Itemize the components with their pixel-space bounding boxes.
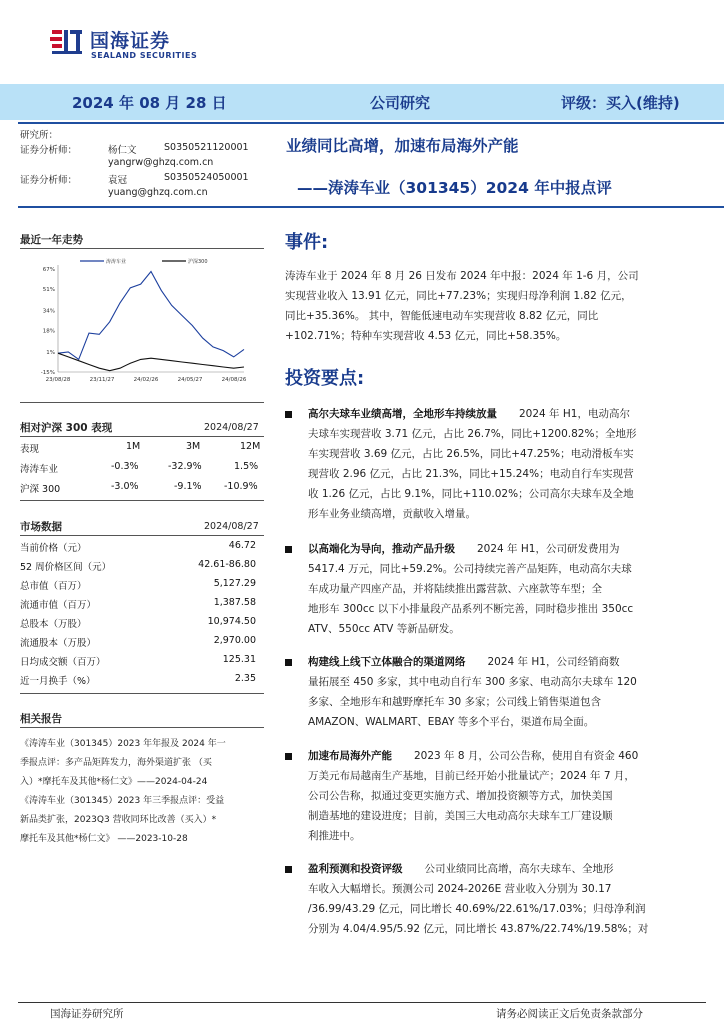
point-line xyxy=(308,746,638,766)
divider xyxy=(18,122,724,124)
related-report-line[interactable]: 《涛涛车业（301345）2023 年三季报点评：受益 xyxy=(20,796,225,806)
market-heading: 市场数据 xyxy=(20,521,62,533)
col-header: 12M xyxy=(240,441,261,452)
x-tick-label: 23/11/27 xyxy=(89,377,115,383)
y-tick-label: -15% xyxy=(40,370,55,376)
table-row xyxy=(20,540,260,558)
row-label: 52 周价格区间（元） xyxy=(20,562,112,573)
legend-hs300: 沪深300 xyxy=(188,259,208,265)
point-text: 2024 年 H1，公司经销商数 xyxy=(487,656,620,668)
related-report-line[interactable]: 摩托车及其他*杨仁文》 ——2023-10-28 xyxy=(20,834,188,844)
cell: -32.9% xyxy=(168,461,202,472)
cell: 1,387.58 xyxy=(213,597,256,608)
bullet-icon xyxy=(285,866,292,873)
table-row xyxy=(20,635,260,653)
analyst-role: 证券分析师： xyxy=(20,145,78,156)
header-band xyxy=(0,84,724,120)
cell: 10,974.50 xyxy=(207,616,256,627)
point-line: AMAZON、WALMART、EBAY 等多个平台，渠道布局全面。 xyxy=(308,716,595,728)
divider xyxy=(20,500,264,501)
footer-left: 国海证券研究所 xyxy=(50,1008,124,1020)
analyst-cert: S0350524050001 xyxy=(164,172,249,183)
analyst-email[interactable]: yuang@ghzq.com.cn xyxy=(108,187,208,198)
divider xyxy=(20,248,264,249)
row-label: 日均成交额（百万） xyxy=(20,657,106,668)
point-line: 车收入大幅增长。预测公司 2024-2026E 营业收入分别为 30.17 xyxy=(308,883,612,895)
divider xyxy=(18,206,724,208)
row-label: 总市值（百万） xyxy=(20,581,87,592)
report-title: 业绩同比高增，加速布局海外产能 xyxy=(286,137,519,155)
brand-name-en: SEALAND SECURITIES xyxy=(91,51,198,60)
analyst-cert: S0350521120001 xyxy=(164,142,249,153)
cell: 2,970.00 xyxy=(213,635,256,646)
related-report-line[interactable]: 入）*摩托车及其他*杨仁文》——2024-04-24 xyxy=(20,777,208,787)
table-row xyxy=(20,616,260,634)
event-line: 涛涛车业于 2024 年 8 月 26 日发布 2024 年中报：2024 年 1-6 月，公司 xyxy=(285,270,639,282)
points-heading: 投资要点: xyxy=(285,368,365,389)
analyst-email[interactable]: yangrw@ghzq.com.cn xyxy=(108,157,214,168)
point-line: 形车业务业绩高增，贡献收入增量。 xyxy=(308,508,476,520)
table-row xyxy=(20,461,260,479)
y-tick-label: 51% xyxy=(42,287,55,294)
y-tick-label: 67% xyxy=(42,267,55,273)
cell: -9.1% xyxy=(174,481,202,492)
brand-name-cn: 国海证券 xyxy=(90,30,171,52)
point-line: 制造基地的建设进度；目前，美国三大电动高尔夫球车工厂建设顺 xyxy=(308,810,613,822)
point-line xyxy=(308,404,630,424)
point-line: 多家、全地形车和越野摩托车 30 多家；公司线上销售渠道包含 xyxy=(308,696,602,708)
research-label: 研究所： xyxy=(20,130,59,141)
table-header-row xyxy=(20,441,260,459)
point-text: 2023 年 8 月，公司公告称，使用自有资金 460 xyxy=(414,750,639,762)
row-label: 近一月换手（%） xyxy=(20,676,96,687)
point-text: 2024 年 H1，电动高尔 xyxy=(519,408,630,420)
point-title: 以高端化为导向，推动产品升级 xyxy=(308,543,455,555)
bullet-icon xyxy=(285,659,292,666)
related-heading: 相关报告 xyxy=(20,713,62,725)
row-label: 沪深 300 xyxy=(20,484,61,495)
table-row xyxy=(20,578,260,596)
cell: 125.31 xyxy=(222,654,256,665)
point-line: 量拓展至 450 多家，其中电动自行车 300 多家、电动高尔夫球车 120 xyxy=(308,676,637,688)
row-label: 流通市值（百万） xyxy=(20,600,97,611)
cell: 42.61-86.80 xyxy=(198,559,256,570)
related-report-line[interactable]: 《涛涛车业（301345）2023 年年报及 2024 年一 xyxy=(20,739,226,749)
table-row xyxy=(20,559,260,577)
report-category: 公司研究 xyxy=(370,94,431,112)
cell: 1.5% xyxy=(234,461,259,472)
point-line: 现营收 2.96 亿元，占比 21.3%，同比+15.24%；电动自行车实现营 xyxy=(308,468,634,480)
divider xyxy=(20,402,264,403)
event-line: 实现营业收入 13.91 亿元，同比+77.23%；实现归母净利润 1.82 亿元， xyxy=(285,290,632,302)
analyst-name: 杨仁文 xyxy=(108,145,137,156)
cell: 46.72 xyxy=(228,540,256,551)
rating: 评级：买入(维持) xyxy=(561,94,680,112)
x-tick-label: 24/02/26 xyxy=(133,377,159,383)
footer-divider xyxy=(18,1002,706,1003)
bullet-icon xyxy=(285,411,292,418)
related-report-line[interactable]: 季报点评：多产品矩阵发力，海外渠道扩张 （买 xyxy=(20,758,212,768)
point-line: 万美元布局越南生产基地，目前已经开始小批量试产；2024 年 7 月， xyxy=(308,770,635,782)
cell: 5,127.29 xyxy=(213,578,256,589)
point-line xyxy=(308,859,614,879)
point-line: /36.99/43.29 亿元，同比增长 40.69%/22.61%/17.03%；归母净利润 xyxy=(308,903,646,915)
divider xyxy=(20,436,264,437)
sealand-logo-icon xyxy=(50,27,84,57)
legend-taotao: 涛涛车业 xyxy=(106,259,127,265)
col-header: 3M xyxy=(186,441,201,452)
point-title: 加速布局海外产能 xyxy=(308,750,392,762)
event-line: +102.71%；特种车实现营收 4.53 亿元，同比+58.35%。 xyxy=(285,330,567,342)
point-title: 高尔夫球车业绩高增，全地形车持续放量 xyxy=(308,408,497,420)
cell: -10.9% xyxy=(224,481,258,492)
report-date: 2024 年 08 月 28 日 xyxy=(72,94,227,112)
point-title: 构建线上线下立体融合的渠道网络 xyxy=(308,656,466,668)
trend-chart xyxy=(28,255,254,385)
divider xyxy=(20,727,264,728)
bullet-icon xyxy=(285,546,292,553)
series-line-hs300 xyxy=(58,353,244,371)
x-tick-label: 24/08/26 xyxy=(221,377,247,383)
relative-heading: 相对沪深 300 表现 xyxy=(20,422,113,434)
point-line: 5417.4 万元，同比+59.2%。公司持续完善产品矩阵，电动高尔夫球 xyxy=(308,563,632,575)
relative-date: 2024/08/27 xyxy=(204,422,259,433)
point-line: 车实现营收 3.69 亿元，占比 26.5%，同比+47.25%；电动滑板车实 xyxy=(308,448,634,460)
point-text: 公司业绩同比高增，高尔夫球车、全地形 xyxy=(424,863,614,875)
related-report-line[interactable]: 新品类扩张，2023Q3 营收同环比改善（买入）* xyxy=(20,815,217,825)
y-tick-label: 1% xyxy=(46,349,55,356)
analyst-role: 证券分析师： xyxy=(20,175,78,186)
point-line: 利推进中。 xyxy=(308,830,361,842)
event-line: 同比+35.36%。 其中，智能低速电动车实现营收 8.82 亿元，同比 xyxy=(285,310,599,322)
point-line: 公司公告称，拟通过变更实施方式、增加投资额等方式，加快美国 xyxy=(308,790,613,802)
market-date: 2024/08/27 xyxy=(204,521,259,532)
col-header: 1M xyxy=(126,441,141,452)
x-tick-label: 24/05/27 xyxy=(177,377,203,383)
cell: -0.3% xyxy=(111,461,139,472)
point-line: 夫球车实现营收 3.71 亿元，占比 26.7%，同比+1200.82%；全地形 xyxy=(308,428,637,440)
divider xyxy=(20,693,264,694)
analyst-name: 袁冠 xyxy=(108,175,128,186)
table-row xyxy=(20,673,260,691)
cell: 2.35 xyxy=(234,673,256,684)
report-subtitle: ——涛涛车业（301345）2024 年中报点评 xyxy=(297,179,612,197)
row-label: 涛涛车业 xyxy=(20,464,59,475)
point-line: 收 1.26 亿元，占比 9.1%，同比+110.02%；公司高尔夫球车及全地 xyxy=(308,488,634,500)
y-tick-label: 34% xyxy=(42,308,55,315)
point-line: ATV、550cc ATV 等新品研发。 xyxy=(308,623,460,635)
row-label: 当前价格（元） xyxy=(20,543,87,554)
table-row xyxy=(20,597,260,615)
point-line xyxy=(308,539,619,559)
point-line: 分别为 4.04/4.95/5.92 亿元，同比增长 43.87%/22.74%/19.58%；对 xyxy=(308,923,649,935)
series-line-taotao xyxy=(58,272,244,360)
point-line: 地形车 300cc 以下小排量段产品系列不断完善，同时稳步推出 350cc xyxy=(308,603,634,615)
table-row xyxy=(20,654,260,672)
x-tick-label: 23/08/28 xyxy=(45,377,71,383)
row-label: 流通股本（万股） xyxy=(20,638,97,649)
bullet-icon xyxy=(285,753,292,760)
row-label: 总股本（万股） xyxy=(20,619,87,630)
cell: -3.0% xyxy=(111,481,139,492)
col-header: 表现 xyxy=(20,444,40,455)
y-tick-label: 18% xyxy=(42,328,55,335)
point-line xyxy=(308,652,619,672)
point-text: 2024 年 H1，公司研发费用为 xyxy=(477,543,620,555)
point-line: 车成功量产四座产品，并将陆续推出露营款、六座款等车型；全 xyxy=(308,583,602,595)
footer-right: 请务必阅读正文后免责条款部分 xyxy=(496,1008,643,1020)
point-title: 盈利预测和投资评级 xyxy=(308,863,403,875)
event-heading: 事件: xyxy=(285,232,329,253)
divider xyxy=(20,535,264,536)
trend-heading: 最近一年走势 xyxy=(20,234,83,246)
table-row xyxy=(20,481,260,499)
